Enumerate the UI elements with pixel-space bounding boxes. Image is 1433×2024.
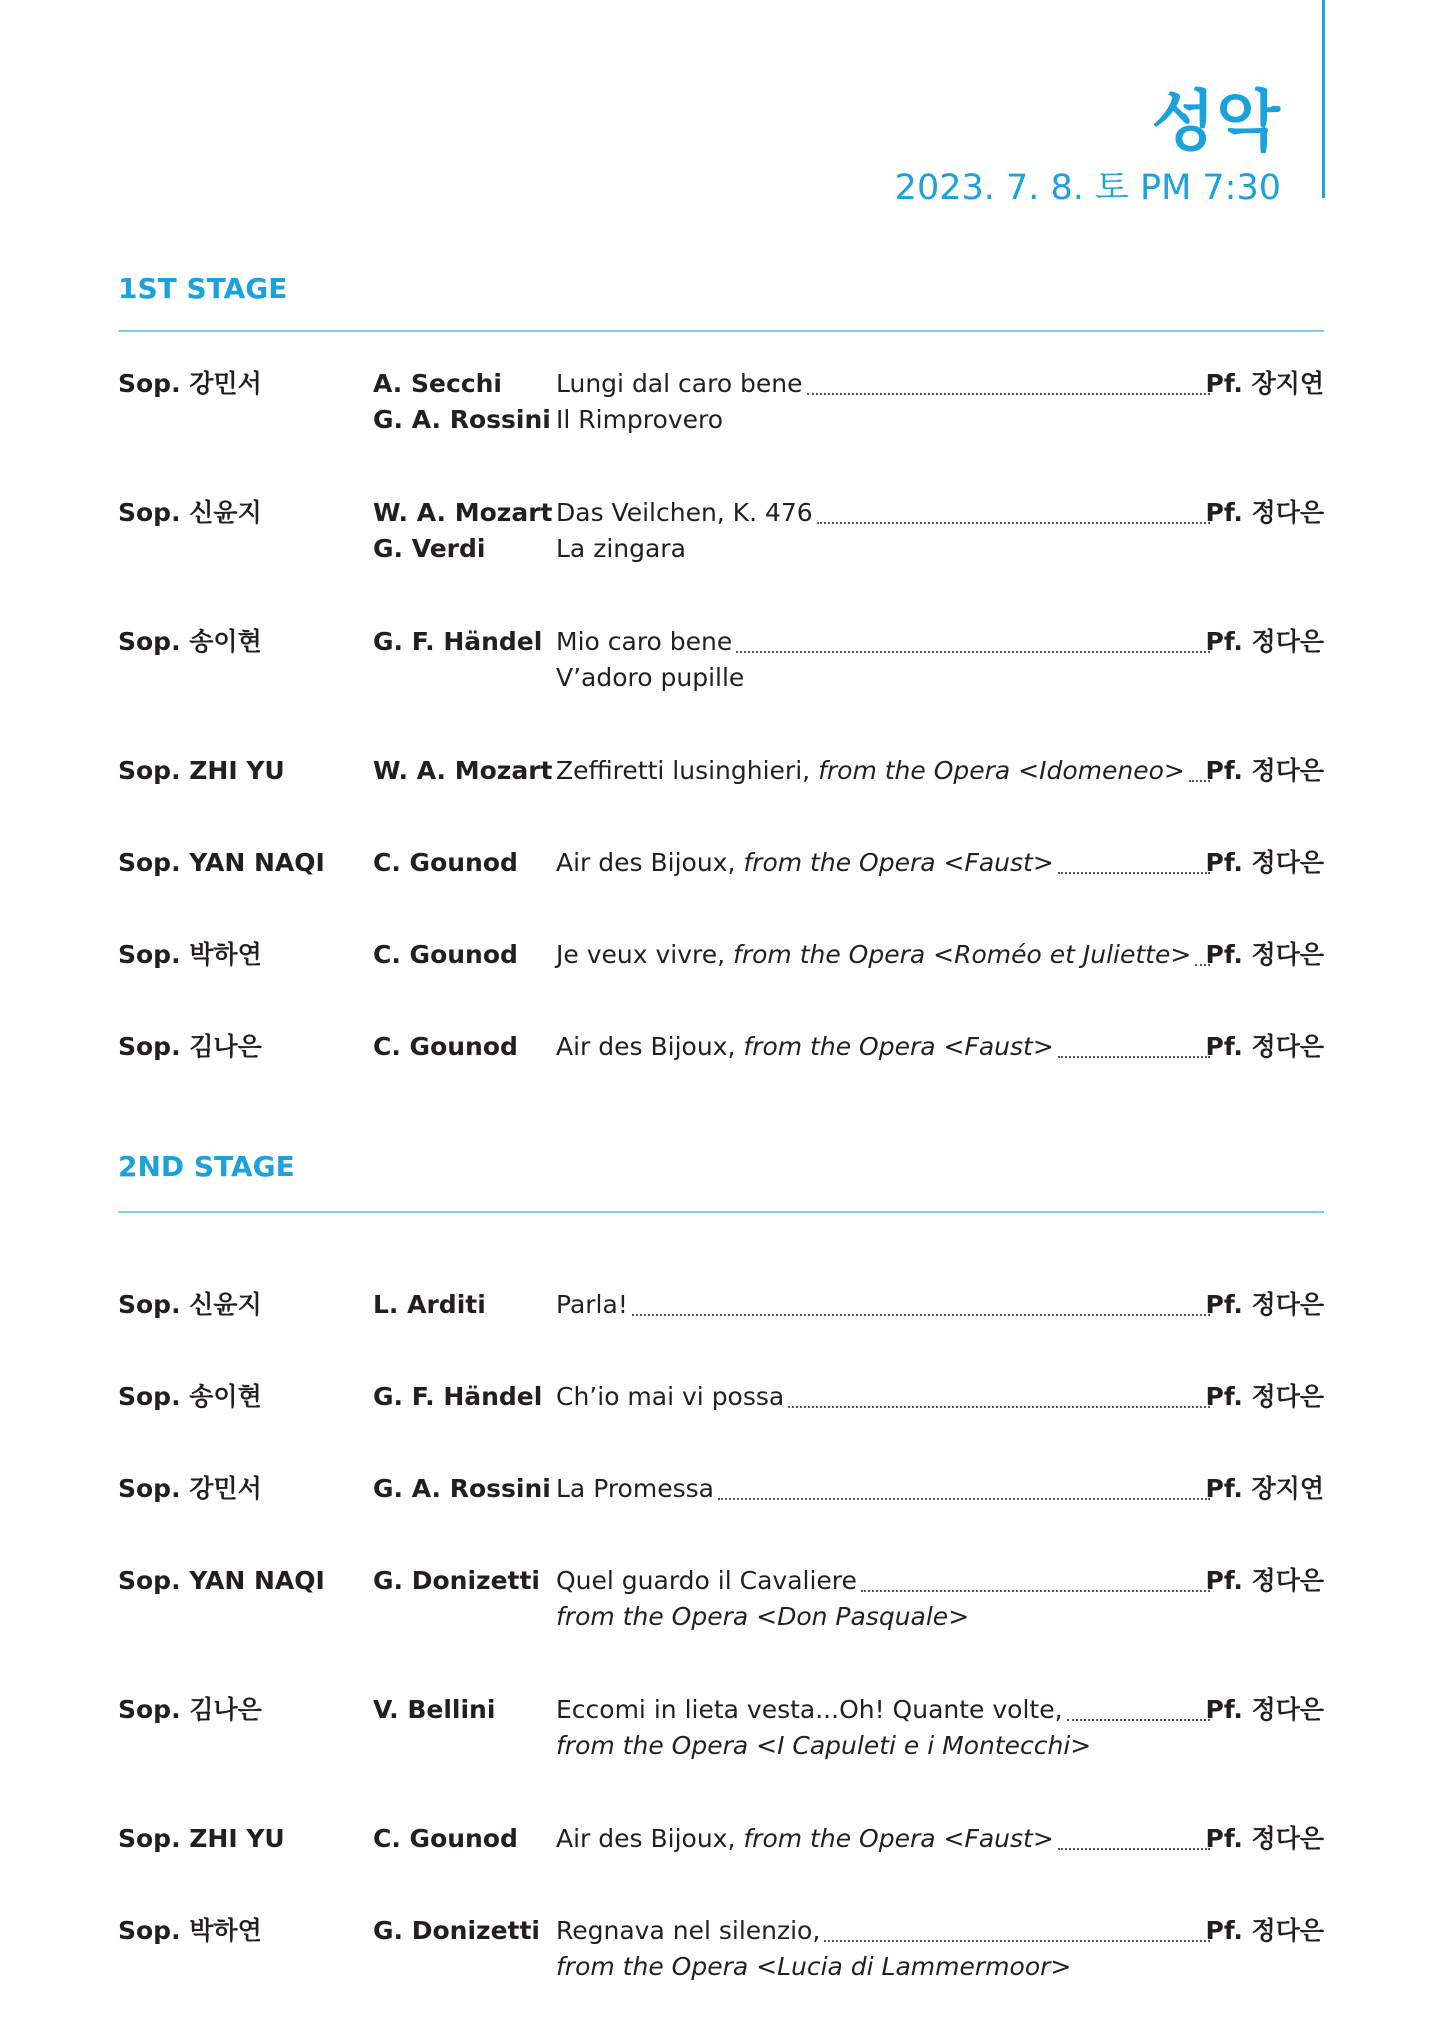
work-block <box>556 753 1216 789</box>
work-title <box>556 1913 820 1949</box>
composer-name: G. Verdi <box>373 534 486 563</box>
dot-leader <box>632 1314 1210 1316</box>
performer-name: Sop. 박하연 <box>118 1916 262 1945</box>
composer-name: W. A. Mozart <box>373 756 553 785</box>
composer-name: G. A. Rossini <box>373 1474 551 1503</box>
work-line <box>556 1563 1216 1599</box>
work-title <box>556 1287 628 1323</box>
composer-list <box>373 624 542 660</box>
pianist-name: Pf. 정다은 <box>1205 627 1324 656</box>
work-second-line: from the Opera <Don Pasquale> <box>556 1602 970 1631</box>
composer-list <box>373 495 553 567</box>
work-block <box>556 1471 1216 1507</box>
dot-leader <box>736 651 1210 653</box>
dot-leader <box>1058 1848 1210 1850</box>
work-block <box>556 1913 1216 1985</box>
stage-divider <box>118 330 1324 332</box>
pianist-name: Pf. 정다은 <box>1205 848 1324 877</box>
composer-name: V. Bellini <box>373 1695 496 1724</box>
pianist-name: Pf. 장지연 <box>1205 369 1324 398</box>
composer-list <box>373 1379 542 1415</box>
performer-name: Sop. 신윤지 <box>118 1290 262 1319</box>
performer-name: Sop. 강민서 <box>118 1474 262 1503</box>
work-title-text: La Promessa <box>556 1474 714 1503</box>
composer-list <box>373 1692 495 1728</box>
work-second-line: from the Opera <I Capuleti e i Montecchi> <box>556 1731 1092 1760</box>
work-title-text: Air des Bijoux, <box>556 1824 744 1853</box>
dot-leader <box>1067 1719 1210 1721</box>
work-block <box>556 1692 1216 1764</box>
work-block <box>556 845 1216 881</box>
work-line <box>556 753 1216 789</box>
performer-name: Sop. YAN NAQI <box>118 848 325 877</box>
work-title <box>556 1471 714 1507</box>
work-title <box>556 937 1191 973</box>
dot-leader <box>1058 872 1210 874</box>
composer-list <box>373 845 518 881</box>
dot-leader <box>807 393 1210 395</box>
pianist-name: Pf. 정다은 <box>1205 1824 1324 1853</box>
work-title-text: Ch’io mai vi possa <box>556 1382 785 1411</box>
performer-name: Sop. 강민서 <box>118 369 262 398</box>
work-line <box>556 937 1216 973</box>
work-source: from the Opera <Faust> <box>743 1032 1054 1061</box>
work-title <box>556 1379 784 1415</box>
work-title-text: Air des Bijoux, <box>556 1032 744 1061</box>
work-title-text: Air des Bijoux, <box>556 848 744 877</box>
work-title <box>556 366 803 402</box>
composer-list <box>373 937 518 973</box>
concert-date: 2023. 7. 8. 토 PM 7:30 <box>894 168 1281 208</box>
composer-name: G. Donizetti <box>373 1916 540 1945</box>
stage-divider <box>118 1211 1324 1213</box>
work-line <box>556 1913 1216 1949</box>
work-title-text: Mio caro bene <box>556 627 733 656</box>
work-source: from the Opera <Faust> <box>743 848 1054 877</box>
work-line <box>556 1821 1216 1857</box>
work-title <box>556 495 813 531</box>
work-title-text: Quel guardo il Cavaliere <box>556 1566 857 1595</box>
work-second-line: V’adoro pupille <box>556 663 745 692</box>
composer-list <box>373 1287 486 1323</box>
composer-list <box>373 1563 540 1599</box>
composer-name: L. Arditi <box>373 1290 486 1319</box>
performer-name: Sop. YAN NAQI <box>118 1566 325 1595</box>
composer-name: G. F. Händel <box>373 1382 543 1411</box>
work-title-text: Je veux vivre, <box>556 940 734 969</box>
performer-name: Sop. 송이현 <box>118 627 262 656</box>
work-title <box>556 1029 1054 1065</box>
pianist-name: Pf. 정다은 <box>1205 1695 1324 1724</box>
work-block <box>556 1029 1216 1065</box>
work-line <box>556 495 1216 531</box>
composer-list <box>373 1029 518 1065</box>
pianist-name: Pf. 장지연 <box>1205 1474 1324 1503</box>
composer-name: G. A. Rossini <box>373 405 551 434</box>
composer-name: C. Gounod <box>373 1032 518 1061</box>
composer-list <box>373 1471 551 1507</box>
performer-name: Sop. ZHI YU <box>118 1824 285 1853</box>
composer-list <box>373 1821 518 1857</box>
work-title <box>556 1563 857 1599</box>
work-block <box>556 495 1216 567</box>
performer-name: Sop. 김나은 <box>118 1032 262 1061</box>
work-line <box>556 366 1216 402</box>
performer-name: Sop. 박하연 <box>118 940 262 969</box>
work-title-text: Eccomi in lieta vesta...Oh! Quante volte, <box>556 1695 1063 1724</box>
work-title-text: Zeffiretti lusinghieri, <box>556 756 819 785</box>
performer-name: Sop. 김나은 <box>118 1695 262 1724</box>
work-line <box>556 1379 1216 1415</box>
performer-name: Sop. 송이현 <box>118 1382 262 1411</box>
composer-list <box>373 366 551 438</box>
composer-list <box>373 753 553 789</box>
pianist-name: Pf. 정다은 <box>1205 1290 1324 1319</box>
work-line <box>556 624 1216 660</box>
work-title <box>556 1692 1063 1728</box>
composer-name: C. Gounod <box>373 848 518 877</box>
work-source: from the Opera <Faust> <box>743 1824 1054 1853</box>
pianist-name: Pf. 정다은 <box>1205 1382 1324 1411</box>
work-line <box>556 845 1216 881</box>
work-line <box>556 1692 1216 1728</box>
dot-leader <box>861 1590 1210 1592</box>
work-block <box>556 937 1216 973</box>
pianist-name: Pf. 정다은 <box>1205 1566 1324 1595</box>
pianist-name: Pf. 정다은 <box>1205 498 1324 527</box>
work-second-line: La zingara <box>556 534 686 563</box>
composer-name: A. Secchi <box>373 369 502 398</box>
dot-leader <box>1058 1056 1210 1058</box>
work-block <box>556 624 1216 696</box>
pianist-name: Pf. 정다은 <box>1205 1916 1324 1945</box>
dot-leader <box>824 1940 1210 1942</box>
work-title-text: Parla! <box>556 1290 628 1319</box>
work-source: from the Opera <Roméo et Juliette> <box>733 940 1192 969</box>
work-block <box>556 1287 1216 1323</box>
composer-name: C. Gounod <box>373 940 518 969</box>
work-second-line: Il Rimprovero <box>556 405 724 434</box>
dot-leader <box>718 1498 1210 1500</box>
composer-name: G. Donizetti <box>373 1566 540 1595</box>
composer-name: W. A. Mozart <box>373 498 553 527</box>
pianist-name: Pf. 정다은 <box>1205 940 1324 969</box>
work-line <box>556 1029 1216 1065</box>
performer-name: Sop. 신윤지 <box>118 498 262 527</box>
composer-list <box>373 1913 540 1949</box>
composer-name: G. F. Händel <box>373 627 543 656</box>
dot-leader <box>817 522 1210 524</box>
stage-title: 2ND STAGE <box>118 1150 295 1183</box>
work-title-text: Das Veilchen, K. 476 <box>556 498 813 527</box>
pianist-name: Pf. 정다은 <box>1205 756 1324 785</box>
composer-name: C. Gounod <box>373 1824 518 1853</box>
page-title: 성악 <box>1151 83 1281 160</box>
header-accent-line <box>1322 0 1325 198</box>
work-block <box>556 1379 1216 1415</box>
work-title <box>556 753 1185 789</box>
work-source: from the Opera <Idomeneo> <box>818 756 1185 785</box>
work-second-line: from the Opera <Lucia di Lammermoor> <box>556 1952 1072 1981</box>
work-block <box>556 1821 1216 1857</box>
performer-name: Sop. ZHI YU <box>118 756 285 785</box>
work-title <box>556 1821 1054 1857</box>
dot-leader <box>788 1406 1210 1408</box>
work-title <box>556 624 732 660</box>
work-title <box>556 845 1054 881</box>
work-line <box>556 1471 1216 1507</box>
work-block <box>556 366 1216 438</box>
work-title-text: Regnava nel silenzio, <box>556 1916 821 1945</box>
stage-title: 1ST STAGE <box>118 272 288 305</box>
work-block <box>556 1563 1216 1635</box>
pianist-name: Pf. 정다은 <box>1205 1032 1324 1061</box>
work-title-text: Lungi dal caro bene <box>556 369 803 398</box>
work-line <box>556 1287 1216 1323</box>
